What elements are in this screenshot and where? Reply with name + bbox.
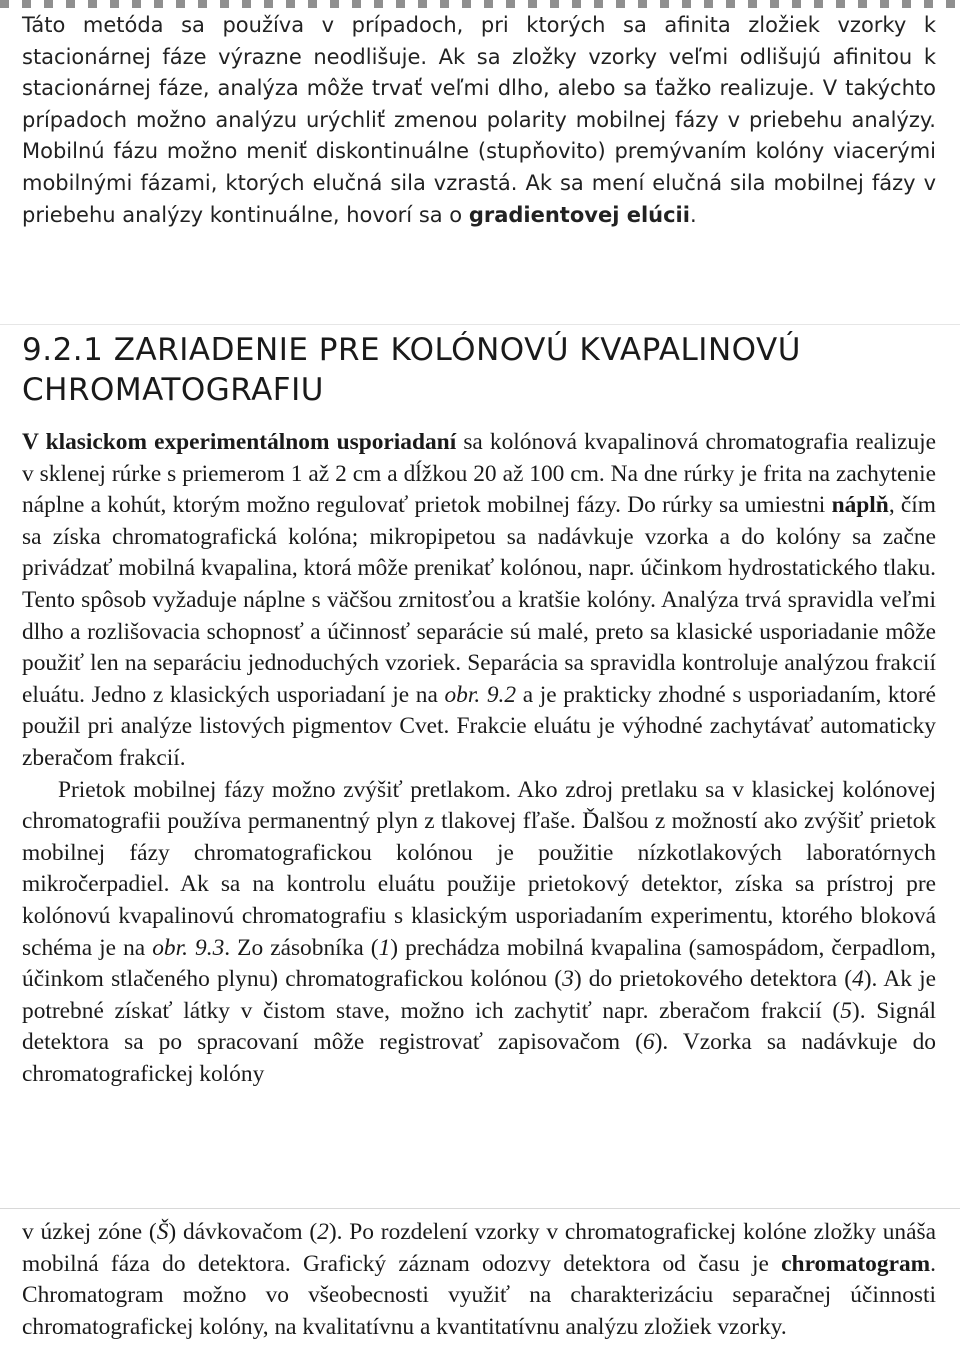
ref-number: 3 — [562, 966, 574, 993]
ref-number: 1 — [378, 934, 391, 961]
text-run: . Chromatogram možno vo všeobecnosti využiť na charakterizáciu separačnej účinnosti chromatografickej kolóny, na kvalitatívnu a kvantitatívnu analýzu zložiek vzorky. — [22, 1250, 936, 1340]
text-run: ) dávkovačom ( — [168, 1219, 318, 1245]
intro-text-end: . — [689, 202, 697, 227]
ref-symbol: Š — [156, 1219, 169, 1245]
figure-ref-9-3: obr. 9.3 — [152, 934, 225, 961]
text-run: ) prechádza mobilná kvapalina (samospádom, čerpadlom, účinkom stlačeného plynu) chromatografickou kolónou ( — [22, 934, 936, 993]
intro-paragraph — [22, 10, 936, 231]
section-heading-line2: CHROMATOGRAFIU — [22, 372, 324, 408]
text-run: . Zo zásobníka ( — [224, 934, 379, 961]
figure-ref-9-2: obr. 9.2 — [444, 681, 517, 708]
text-run: ). Vzorka sa nadávkuje do chromatografickej kolóny — [22, 1029, 937, 1087]
text-run: ). Ak je potrebné získať látky v čistom stave, možno ich zachytiť napr. zberačom frakcií ( — [22, 966, 936, 1024]
ref-number: 6 — [642, 1029, 655, 1056]
page-fold-line — [0, 1208, 960, 1209]
main-paragraph — [22, 427, 936, 1090]
text-run: ) do prietokového detektora ( — [573, 966, 853, 993]
term-chromatogram: chromatogram — [781, 1250, 931, 1277]
term-packing: náplň — [831, 492, 889, 519]
ref-number: 4 — [852, 966, 864, 993]
text-run: a je prakticky zhodné s usporiadaním, ktoré použil pri analýze listových pigmentov Cvet. Frakcie eluátu je výhodné zachytávať automaticky zberačom frakcií. — [22, 681, 936, 771]
cut-off-previous-line — [0, 0, 960, 8]
text-run: v úzkej zóne ( — [22, 1219, 157, 1245]
bottom-paragraph — [22, 1217, 936, 1343]
term-gradient-elution: gradientovej elúcii — [468, 202, 690, 227]
section-heading — [22, 330, 922, 410]
text-run: , čím sa získa chromatografická kolóna; mikropipetou sa nadávkuje vzorka a do kolóny sa začne privádzať mobilná kvapalina, ktorá môže prenikať kolónou, napr. účinkom hydrostatického tlaku. Tento spôsob vyžaduje náplne s väčšou zrnitosťou a kratšie kolóny. Analýza trvá spravidla veľmi dlho a rozlišovacia schopnosť a účinnosť separácie sú malé, preto sa klasické usporiadanie môže použiť len na separáciu jednoduchých vzoriek. Separácia sa spravidla kontroluje analýzou frakcií eluátu. Jedno z klasických usporiadaní je na — [22, 492, 936, 708]
intro-text: Táto metóda sa používa v prípadoch, pri ktorých sa afinita zložiek vzorky k stacionárnej fáze výrazne neodlišuje. Ak sa zložky vzorky veľmi odlišujú afinitou k stacionárnej fáze, analýza môže trvať veľmi dlho, alebo sa ťažko realizuje. V takýchto prípadoch možno analýzu urýchliť zmenou polarity mobilnej fázy v priebehu analýzy. Mobilnú fázu možno meniť diskontinuálne (stupňovito) premývaním kolóny viacerými mobilnými fázami, ktorých elučná sila vzrastá. Ak sa mení elučná sila mobilnej fázy v priebehu analýzy kontinuálne, hovorí sa o — [22, 13, 936, 227]
text-run: sa kolónová kvapalinová chromatografia realizuje v sklenej rúrke s priemerom 1 až 2 cm a dĺžkou 20 až 100 cm. Na dne rúrky je frita na zachytenie náplne a kohút, ktorým možno regulovať prietok mobilnej fázy. Do rúrky sa umiestni — [22, 429, 937, 519]
section-heading-line1: 9.2.1 ZARIADENIE PRE KOLÓNOVÚ KVAPALINOVÚ — [22, 332, 801, 368]
text-run: ). Signál detektora sa po spracovaní môže registrovať zapisovačom ( — [22, 997, 937, 1056]
ref-number: 2 — [317, 1219, 329, 1245]
ref-number: 5 — [840, 997, 852, 1024]
section-divider — [0, 324, 960, 325]
text-run: ). Po rozdelení vzorky v chromatografickej kolóne zložky unáša mobilná fáza do detektora. Grafický záznam odozvy detektora od času je — [22, 1219, 936, 1277]
term-classic-setup: V klasickom experimentálnom usporiadaní — [22, 429, 457, 455]
text-run: Prietok mobilnej fázy možno zvýšiť pretlakom. Ako zdroj pretlaku sa v klasickej kolónovej chromatografii používa permanentný plyn z tlakovej fľaše. Ďalšou z možností ako zvýšiť prietok mobilnej fázy chromatografickou kolónou je použitie nízkotlakových laboratórnych mikročerpadiel. Ak sa na kontrolu eluátu použije prietokový detektor, získa sa prístroj pre kolónovú kvapalinovú chromatografiu s klasickým usporiadaním experimentu, ktorého bloková schéma je na — [22, 776, 936, 961]
